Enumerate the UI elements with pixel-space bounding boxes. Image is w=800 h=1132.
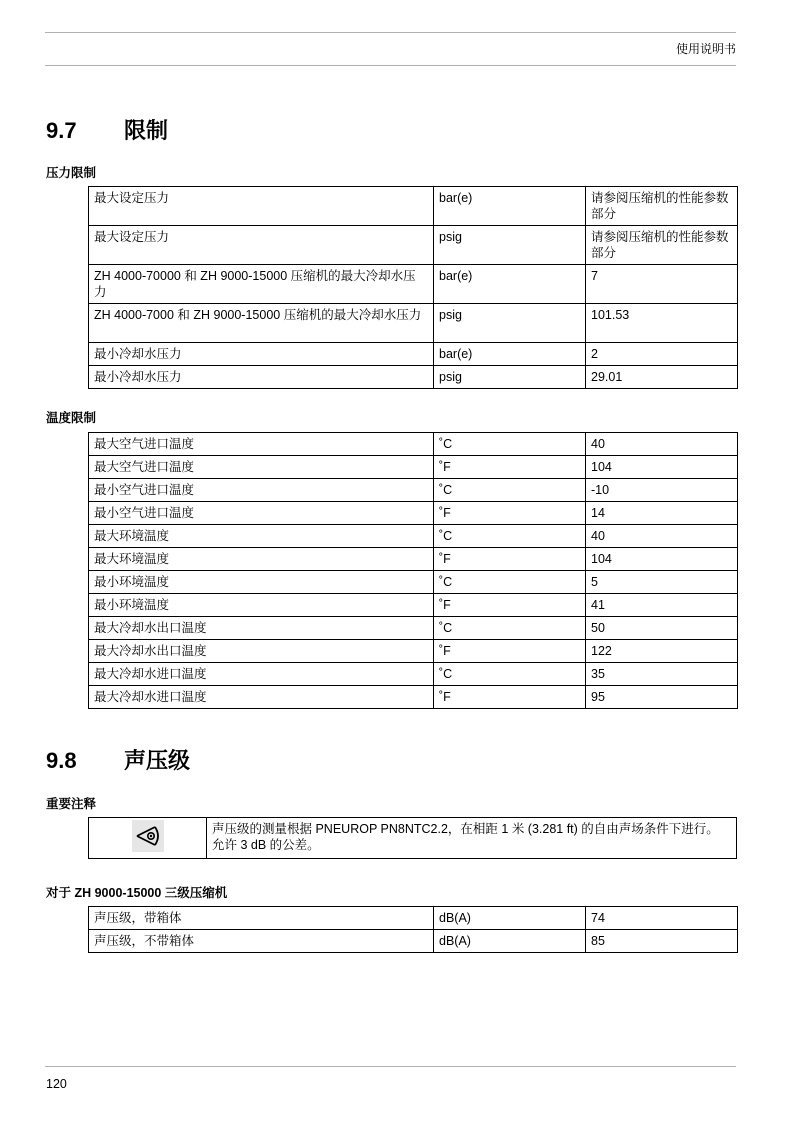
value-cell: 104 xyxy=(586,456,738,479)
pressure-limits-table xyxy=(88,186,738,389)
parameter-cell: 最小环境温度 xyxy=(89,571,434,594)
important-note-heading: 重要注释 xyxy=(46,797,97,811)
unit-cell: dB(A) xyxy=(434,930,586,953)
value-cell: 104 xyxy=(586,548,738,571)
parameter-cell: 最大冷却水进口温度 xyxy=(89,686,434,709)
section-number: 9.7 xyxy=(46,118,77,143)
parameter-cell: 声压级，不带箱体 xyxy=(89,930,434,953)
parameter-cell: ZH 4000-7000 和 ZH 9000-15000 压缩机的最大冷却水压力 xyxy=(89,304,434,343)
page-number: 120 xyxy=(46,1077,67,1091)
parameter-cell: 最大冷却水进口温度 xyxy=(89,663,434,686)
parameter-cell: 最小空气进口温度 xyxy=(89,479,434,502)
value-cell: 50 xyxy=(586,617,738,640)
header-rule-top xyxy=(45,32,736,33)
parameter-cell: 最大环境温度 xyxy=(89,548,434,571)
unit-cell: ˚F xyxy=(434,640,586,663)
table-row xyxy=(89,686,738,709)
pressure-limits-heading: 压力限制 xyxy=(46,166,97,180)
table-row xyxy=(89,930,738,953)
temperature-limits-heading: 温度限制 xyxy=(46,411,97,425)
table-row xyxy=(89,617,738,640)
parameter-cell: 最大空气进口温度 xyxy=(89,456,434,479)
parameter-cell: 最大冷却水出口温度 xyxy=(89,640,434,663)
value-cell: 29.01 xyxy=(586,366,738,389)
value-cell: 40 xyxy=(586,433,738,456)
parameter-cell: 最小冷却水压力 xyxy=(89,343,434,366)
value-cell: 40 xyxy=(586,525,738,548)
parameter-cell: 最大环境温度 xyxy=(89,525,434,548)
unit-cell: ˚F xyxy=(434,502,586,525)
section-number: 9.8 xyxy=(46,748,77,773)
unit-cell: ˚C xyxy=(434,479,586,502)
value-cell: 请参阅压缩机的性能参数部分 xyxy=(586,187,738,226)
unit-cell: ˚F xyxy=(434,456,586,479)
table-row xyxy=(89,433,738,456)
section-heading-9-7 xyxy=(46,114,168,145)
value-cell: 5 xyxy=(586,571,738,594)
section-title: 声压级 xyxy=(124,748,191,773)
value-cell: 请参阅压缩机的性能参数部分 xyxy=(586,226,738,265)
unit-cell: ˚F xyxy=(434,548,586,571)
section-heading-9-8 xyxy=(46,744,190,775)
value-cell: 2 xyxy=(586,343,738,366)
parameter-cell: 最大设定压力 xyxy=(89,226,434,265)
note-text: 声压级的测量根据 PNEUROP PN8NTC2.2，在相距 1 米 (3.281 ft) 的自由声场条件下进行。 允许 3 dB 的公差。 xyxy=(207,818,737,859)
document-title: 使用说明书 xyxy=(675,42,736,56)
value-cell: 101.53 xyxy=(586,304,738,343)
table-row xyxy=(89,366,738,389)
unit-cell: ˚C xyxy=(434,571,586,594)
table-row xyxy=(89,640,738,663)
parameter-cell: 最大冷却水出口温度 xyxy=(89,617,434,640)
value-cell: 95 xyxy=(586,686,738,709)
table-row xyxy=(89,187,738,226)
unit-cell: bar(e) xyxy=(434,187,586,226)
value-cell: 74 xyxy=(586,907,738,930)
parameter-cell: 最大设定压力 xyxy=(89,187,434,226)
value-cell: 41 xyxy=(586,594,738,617)
temperature-limits-table xyxy=(88,432,738,709)
eye-attention-icon xyxy=(131,819,165,853)
table-row xyxy=(89,456,738,479)
sound-levels-table xyxy=(88,906,738,953)
value-cell: 7 xyxy=(586,265,738,304)
unit-cell: psig xyxy=(434,366,586,389)
unit-cell: ˚F xyxy=(434,686,586,709)
unit-cell: psig xyxy=(434,304,586,343)
table-row xyxy=(89,907,738,930)
table-row xyxy=(89,663,738,686)
footer-rule xyxy=(45,1066,736,1067)
unit-cell: bar(e) xyxy=(434,265,586,304)
table-row xyxy=(89,226,738,265)
parameter-cell: ZH 4000-70000 和 ZH 9000-15000 压缩机的最大冷却水压力 xyxy=(89,265,434,304)
sound-levels-heading: 对于 ZH 9000-15000 三级压缩机 xyxy=(46,886,228,900)
table-row xyxy=(89,594,738,617)
table-row xyxy=(89,265,738,304)
unit-cell: ˚F xyxy=(434,594,586,617)
value-cell: 122 xyxy=(586,640,738,663)
parameter-cell: 最大空气进口温度 xyxy=(89,433,434,456)
table-row xyxy=(89,479,738,502)
unit-cell: ˚C xyxy=(434,525,586,548)
unit-cell: ˚C xyxy=(434,663,586,686)
value-cell: 35 xyxy=(586,663,738,686)
value-cell: 14 xyxy=(586,502,738,525)
value-cell: 85 xyxy=(586,930,738,953)
unit-cell: ˚C xyxy=(434,617,586,640)
header-rule-bottom xyxy=(45,65,736,66)
important-note-box xyxy=(88,817,737,859)
note-icon-cell xyxy=(89,818,207,859)
table-row xyxy=(89,343,738,366)
parameter-cell: 声压级，带箱体 xyxy=(89,907,434,930)
table-row xyxy=(89,304,738,343)
parameter-cell: 最小冷却水压力 xyxy=(89,366,434,389)
parameter-cell: 最小环境温度 xyxy=(89,594,434,617)
unit-cell: dB(A) xyxy=(434,907,586,930)
section-title: 限制 xyxy=(124,118,169,143)
parameter-cell: 最小空气进口温度 xyxy=(89,502,434,525)
table-row xyxy=(89,571,738,594)
unit-cell: ˚C xyxy=(434,433,586,456)
unit-cell: psig xyxy=(434,226,586,265)
table-row xyxy=(89,502,738,525)
table-row xyxy=(89,548,738,571)
table-row xyxy=(89,525,738,548)
value-cell: -10 xyxy=(586,479,738,502)
unit-cell: bar(e) xyxy=(434,343,586,366)
